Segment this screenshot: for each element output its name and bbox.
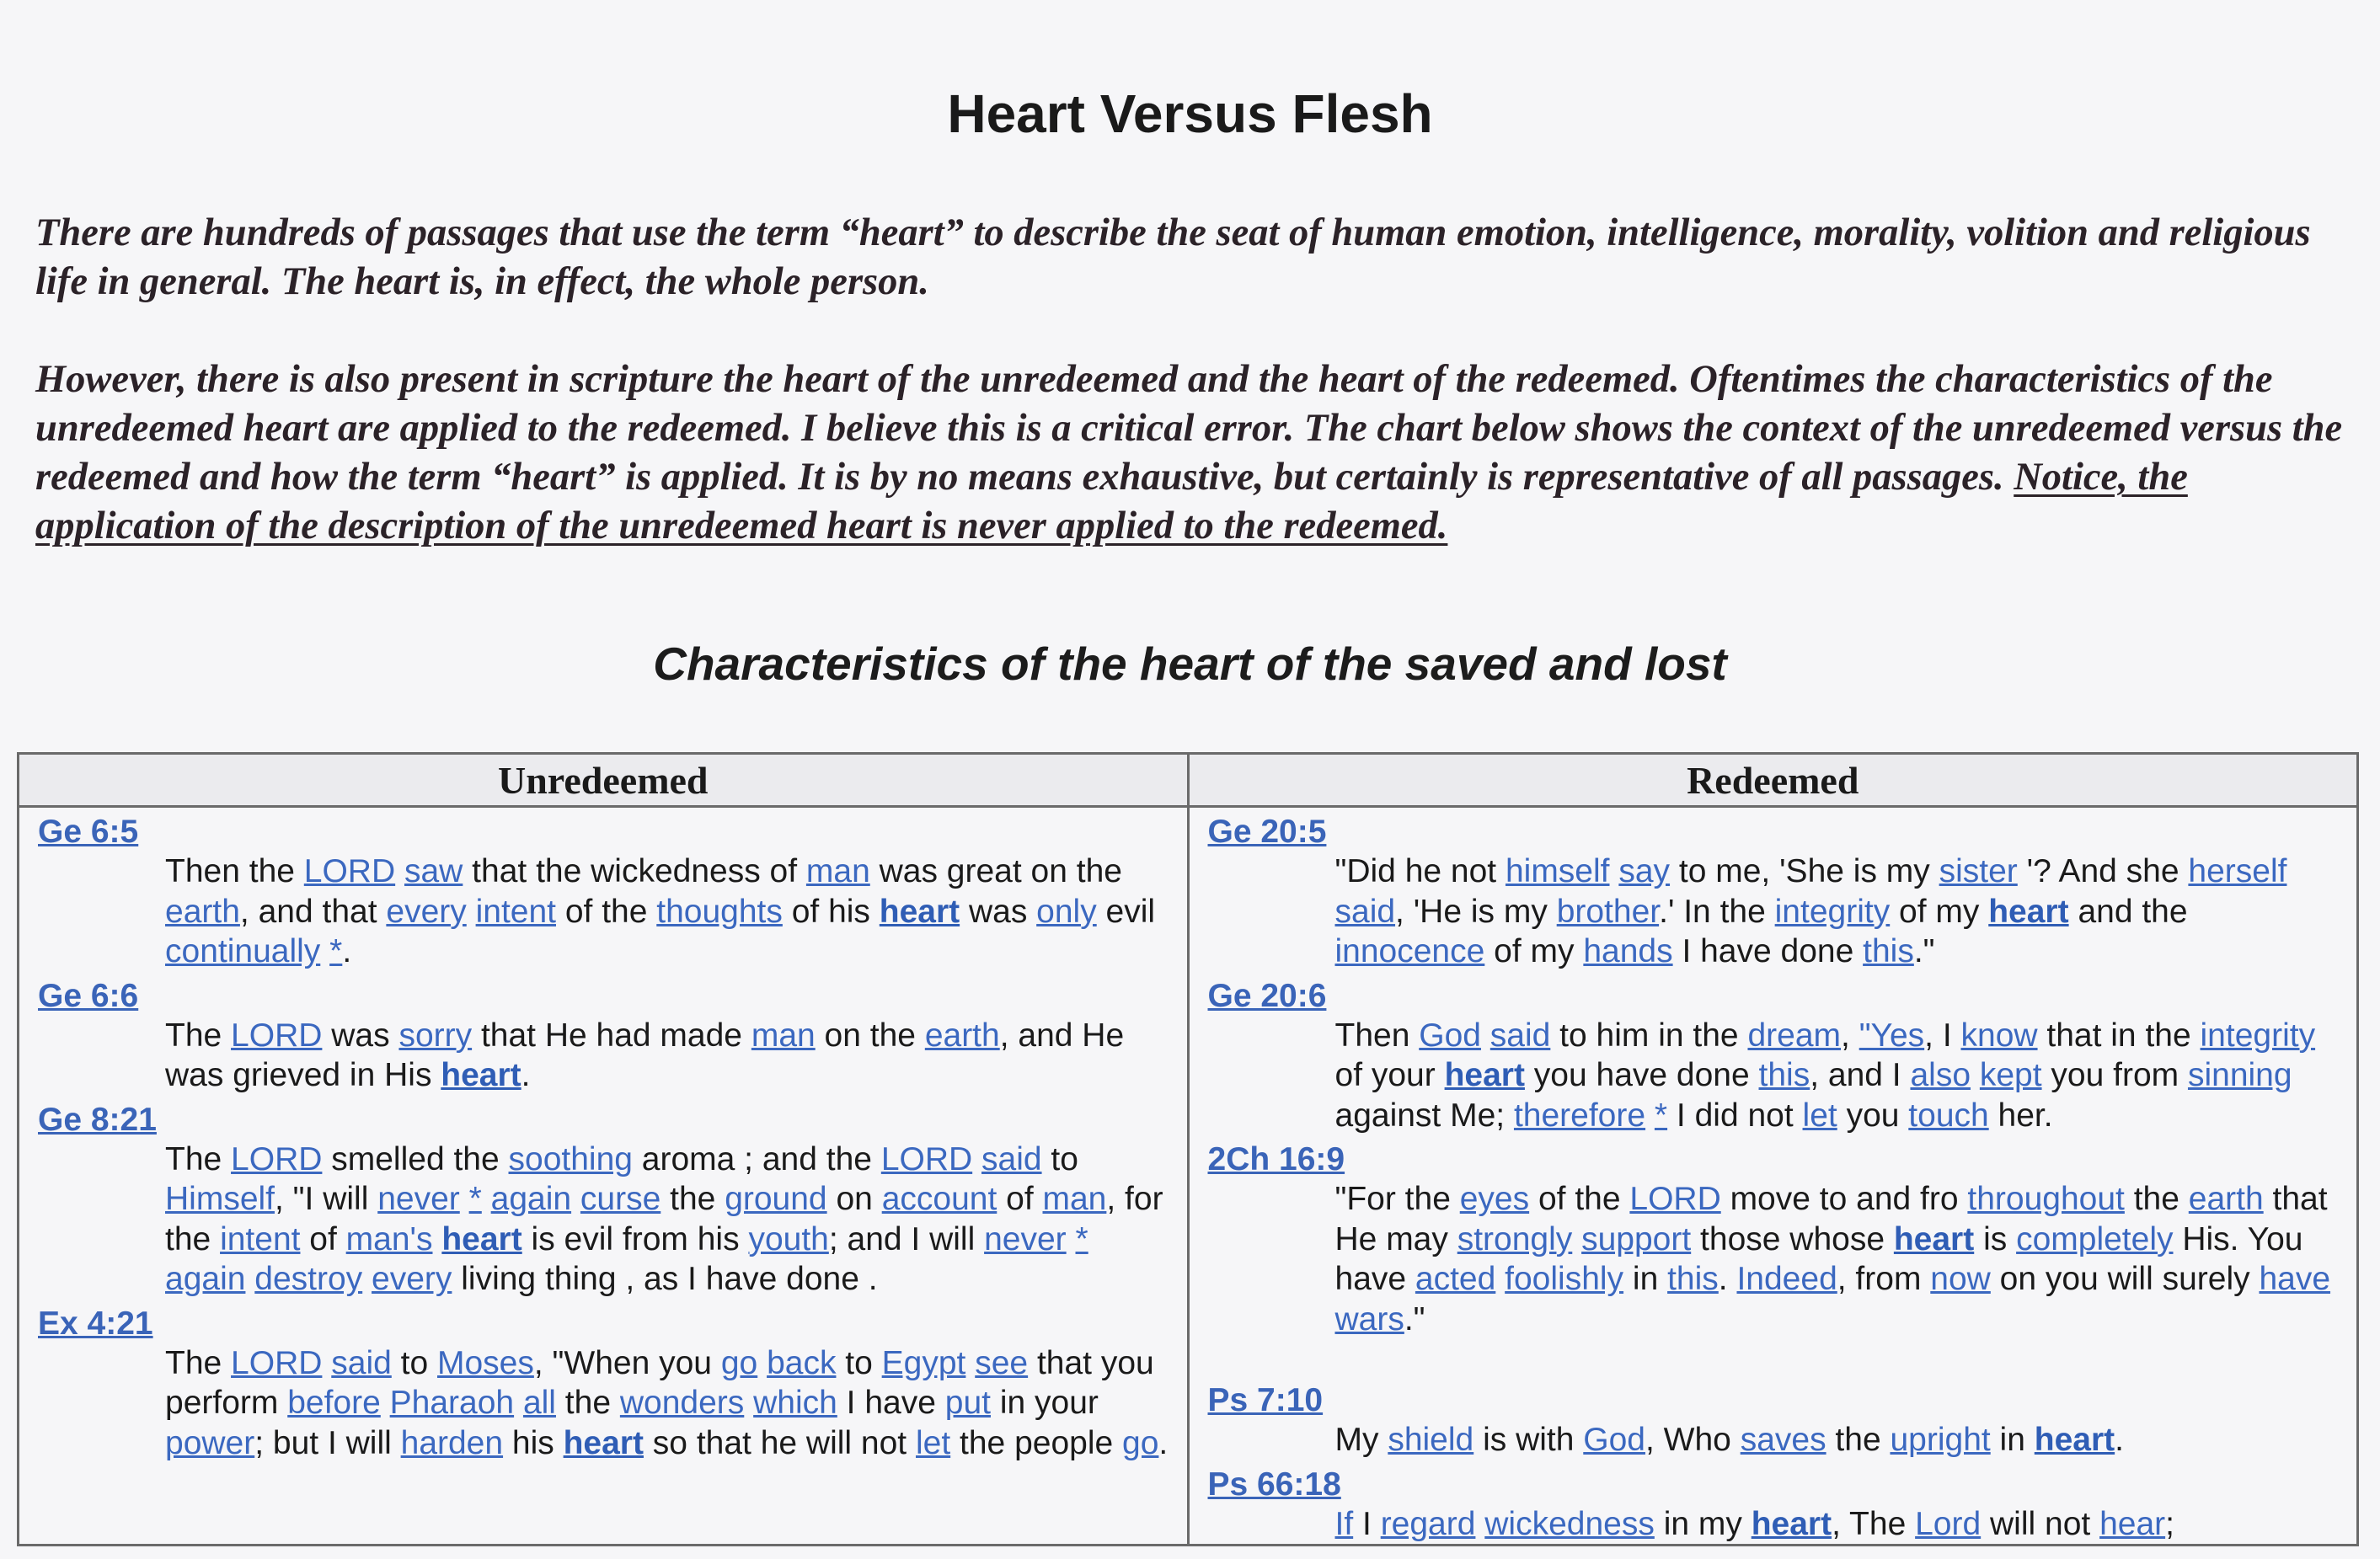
- word-link[interactable]: this: [1863, 933, 1914, 969]
- word-link[interactable]: every: [386, 893, 467, 930]
- word-link[interactable]: soothing: [508, 1140, 633, 1177]
- intro-underlined-note: Notice, the application of the description of the unredeemed heart is never applied to the redeemed.: [35, 456, 2188, 547]
- verse-entry: [1190, 813, 2357, 972]
- verse-reference-link[interactable]: Ge 6:6: [38, 977, 139, 1014]
- intro-paragraph-2-text: However, there is also present in scripture the heart of the unredeemed and the heart of the redeemed. Oftentimes the characteristics of the unredeemed heart are applied to the redeemed. I believe this is a critical error. The chart below shows the context of the unredeemed versus the redeemed and how the term “heart” is applied. It is by no means exhaustive, but certainly is representative of all passages.: [35, 358, 2343, 499]
- word-link[interactable]: harden: [400, 1424, 504, 1461]
- word-link[interactable]: "Yes: [1859, 1017, 1925, 1054]
- word-link[interactable]: man's: [345, 1220, 433, 1257]
- word-link[interactable]: integrity: [2200, 1017, 2316, 1054]
- heart-word-link[interactable]: heart: [441, 1220, 522, 1257]
- word-link[interactable]: ground: [725, 1181, 827, 1217]
- word-link[interactable]: LORD: [231, 1017, 323, 1054]
- word-link[interactable]: wonders: [619, 1385, 745, 1421]
- heart-word-link[interactable]: heart: [879, 893, 960, 930]
- word-link[interactable]: saves: [1740, 1422, 1826, 1458]
- chart-subtitle: Characteristics of the heart of the saved and lost: [653, 638, 1727, 690]
- verse-entry: [19, 813, 1187, 972]
- word-link[interactable]: sorry: [398, 1017, 473, 1054]
- word-link[interactable]: Egypt: [881, 1344, 966, 1381]
- word-link[interactable]: LORD: [303, 853, 396, 889]
- verse-text: "Did he not himself say to me, 'She is my sister '? And she herself said, 'He is my brother.' In the integrity of my heart and the innocence of my hands I have done this.": [1334, 853, 2287, 969]
- verse-reference-link[interactable]: Ge 6:5: [38, 814, 139, 850]
- word-link[interactable]: curse: [580, 1181, 661, 1217]
- word-link[interactable]: Lord: [1915, 1505, 1982, 1542]
- word-link[interactable]: God: [1583, 1422, 1645, 1458]
- word-link[interactable]: said: [331, 1344, 392, 1381]
- word-link[interactable]: *: [468, 1181, 482, 1217]
- word-link[interactable]: completely: [2016, 1220, 2174, 1257]
- word-link[interactable]: destroy: [254, 1261, 363, 1297]
- word-link[interactable]: Pharaoh: [389, 1385, 515, 1421]
- word-link[interactable]: know: [1960, 1017, 2038, 1054]
- word-link[interactable]: foolishly: [1505, 1261, 1624, 1297]
- page-title: Heart Versus Flesh: [947, 83, 1433, 144]
- word-link[interactable]: saw: [404, 853, 463, 889]
- spacer: [1190, 1339, 2357, 1376]
- word-link[interactable]: Indeed: [1736, 1261, 1837, 1297]
- word-link[interactable]: innocence: [1334, 933, 1485, 969]
- verse-text: Then the LORD saw that the wickedness of man was great on the earth, and that every intent of the thoughts of his heart was only evil continually *.: [165, 853, 1156, 969]
- word-link[interactable]: go: [1122, 1424, 1159, 1461]
- heart-word-link[interactable]: heart: [1751, 1505, 1832, 1542]
- word-link[interactable]: LORD: [880, 1140, 973, 1177]
- word-link[interactable]: only: [1036, 893, 1097, 930]
- heart-word-link[interactable]: heart: [1988, 893, 2069, 930]
- verse-text: The LORD was sorry that He had made man on the earth, and He was grieved in His heart.: [165, 1017, 1125, 1093]
- word-link[interactable]: said: [1490, 1017, 1551, 1054]
- word-link[interactable]: herself: [2188, 853, 2287, 889]
- word-link[interactable]: *: [1075, 1220, 1088, 1257]
- verse-text: My shield is with God, Who saves the upright in heart.: [1334, 1422, 2124, 1458]
- word-link[interactable]: upright: [1890, 1422, 1991, 1458]
- word-link[interactable]: acted: [1415, 1261, 1496, 1297]
- word-link[interactable]: intent: [220, 1220, 301, 1257]
- word-link[interactable]: said: [981, 1140, 1042, 1177]
- word-link[interactable]: earth: [165, 893, 240, 930]
- word-link[interactable]: LORD: [231, 1140, 323, 1177]
- word-link[interactable]: dream: [1747, 1017, 1842, 1054]
- word-link[interactable]: man: [751, 1017, 816, 1054]
- verse-reference-link[interactable]: 2Ch 16:9: [1207, 1141, 1345, 1177]
- word-link[interactable]: all: [522, 1385, 556, 1421]
- table-body-row: [19, 807, 2358, 1546]
- verse-reference-link[interactable]: Ps 66:18: [1207, 1466, 1341, 1503]
- verse-text: Then God said to him in the dream, "Yes, I know that in the integrity of your heart you have done this, and I also kept you from sinning against Me; therefore * I did not let you touch her.: [1334, 1017, 2316, 1134]
- word-link[interactable]: support: [1581, 1220, 1692, 1257]
- word-link[interactable]: before: [287, 1385, 381, 1421]
- word-link[interactable]: this: [1667, 1261, 1719, 1297]
- word-link[interactable]: hands: [1583, 933, 1673, 969]
- word-link[interactable]: Himself: [165, 1181, 275, 1217]
- column-header-unredeemed: Unredeemed: [19, 754, 1189, 807]
- heart-word-link[interactable]: heart: [2034, 1422, 2115, 1458]
- word-link[interactable]: God: [1419, 1017, 1481, 1054]
- word-link[interactable]: say: [1618, 853, 1671, 889]
- word-link[interactable]: eyes: [1459, 1181, 1530, 1217]
- word-link[interactable]: power: [165, 1424, 255, 1461]
- word-link[interactable]: never: [984, 1220, 1067, 1257]
- word-link[interactable]: every: [372, 1261, 452, 1297]
- heart-word-link[interactable]: heart: [563, 1424, 644, 1461]
- verse-entry: [1190, 1381, 2357, 1460]
- heart-word-link[interactable]: heart: [1444, 1057, 1525, 1093]
- unredeemed-column: [19, 807, 1189, 1546]
- word-link[interactable]: sinning: [2187, 1057, 2292, 1093]
- verse-entry: [19, 977, 1187, 1096]
- word-link[interactable]: strongly: [1457, 1220, 1573, 1257]
- column-header-redeemed: Redeemed: [1188, 754, 2358, 807]
- word-link[interactable]: LORD: [231, 1344, 323, 1381]
- verse-reference-link[interactable]: Ge 8:21: [38, 1101, 157, 1138]
- word-link[interactable]: regard: [1380, 1505, 1476, 1542]
- word-link[interactable]: *: [1654, 1097, 1668, 1134]
- word-link[interactable]: *: [329, 933, 343, 969]
- verse-entry: [1190, 1466, 2357, 1545]
- verse-text: "For the eyes of the LORD move to and fro throughout the earth that He may strongly support those whose heart is completely His. You have acted foolishly in this. Indeed, from now on you will surely have wars.": [1334, 1181, 2331, 1337]
- verse-reference-link[interactable]: Ex 4:21: [38, 1305, 153, 1342]
- word-link[interactable]: brother: [1556, 893, 1660, 930]
- word-link[interactable]: If: [1334, 1505, 1354, 1542]
- redeemed-column: [1188, 807, 2358, 1546]
- word-link[interactable]: sister: [1939, 853, 2018, 889]
- heart-word-link[interactable]: heart: [1893, 1220, 1975, 1257]
- verse-reference-link[interactable]: Ge 20:5: [1207, 814, 1327, 850]
- word-link[interactable]: never: [377, 1181, 460, 1217]
- word-link[interactable]: have: [2259, 1261, 2331, 1297]
- word-link[interactable]: himself: [1505, 853, 1610, 889]
- verse-reference-link[interactable]: Ge 20:6: [1207, 977, 1327, 1014]
- word-link[interactable]: kept: [1979, 1057, 2042, 1093]
- verse-entry: [1190, 977, 2357, 1136]
- verse-entry: [19, 1101, 1187, 1300]
- word-link[interactable]: let: [915, 1424, 951, 1461]
- word-link[interactable]: intent: [475, 893, 556, 930]
- word-link[interactable]: now: [1930, 1261, 1991, 1297]
- verse-entry: [19, 1305, 1187, 1464]
- word-link[interactable]: LORD: [1629, 1181, 1721, 1217]
- word-link[interactable]: let: [1802, 1097, 1837, 1134]
- word-link[interactable]: man: [805, 853, 870, 889]
- word-link[interactable]: thoughts: [656, 893, 783, 930]
- word-link[interactable]: also: [1910, 1057, 1971, 1093]
- word-link[interactable]: back: [767, 1344, 837, 1381]
- word-link[interactable]: therefore: [1513, 1097, 1646, 1134]
- word-link[interactable]: again: [165, 1261, 246, 1297]
- word-link[interactable]: wars: [1334, 1300, 1404, 1337]
- verse-reference-link[interactable]: Ps 7:10: [1207, 1382, 1324, 1418]
- intro-paragraph-2: [35, 355, 2344, 551]
- word-link[interactable]: youth: [748, 1220, 829, 1257]
- table-header-row: [19, 754, 2358, 807]
- word-link[interactable]: throughout: [1967, 1181, 2125, 1217]
- word-link[interactable]: go: [720, 1344, 758, 1381]
- word-link[interactable]: hear: [2099, 1505, 2166, 1542]
- word-link[interactable]: see: [975, 1344, 1029, 1381]
- word-link[interactable]: account: [881, 1181, 997, 1217]
- intro-paragraph-1: There are hundreds of passages that use the term “heart” to describe the seat of human emotion, intelligence, morality, volition and religious life in general. The heart is, in effect, the whole person.: [35, 211, 2311, 303]
- word-link[interactable]: shield: [1388, 1422, 1474, 1458]
- verse-entry: [1190, 1140, 2357, 1376]
- word-link[interactable]: which: [753, 1385, 837, 1421]
- word-link[interactable]: wickedness: [1484, 1505, 1655, 1542]
- word-link[interactable]: again: [490, 1181, 572, 1217]
- word-link[interactable]: put: [944, 1385, 991, 1421]
- verse-text: The LORD said to Moses, "When you go back to Egypt see that you perform before Pharaoh all the wonders which I have put in your power; but I will harden his heart so that he will not let the people go.: [165, 1344, 1169, 1461]
- word-link[interactable]: integrity: [1774, 893, 1891, 930]
- word-link[interactable]: touch: [1908, 1097, 1989, 1134]
- verse-text: If I regard wickedness in my heart, The Lord will not hear;: [1334, 1505, 2174, 1542]
- heart-word-link[interactable]: heart: [441, 1057, 521, 1093]
- word-link[interactable]: continually: [165, 933, 321, 969]
- word-link[interactable]: earth: [924, 1017, 1000, 1054]
- word-link[interactable]: said: [1334, 893, 1396, 930]
- word-link[interactable]: man: [1042, 1181, 1107, 1217]
- word-link[interactable]: earth: [2188, 1181, 2264, 1217]
- word-link[interactable]: this: [1758, 1057, 1810, 1093]
- verse-text: The LORD smelled the soothing aroma ; and the LORD said to Himself, "I will never * again curse the ground on account of man, for the intent of man's heart is evil from his youth; and I will never * again destroy every living thing , as I have done .: [165, 1140, 1163, 1297]
- heart-comparison-table: [17, 752, 2359, 1546]
- word-link[interactable]: Moses: [437, 1344, 534, 1381]
